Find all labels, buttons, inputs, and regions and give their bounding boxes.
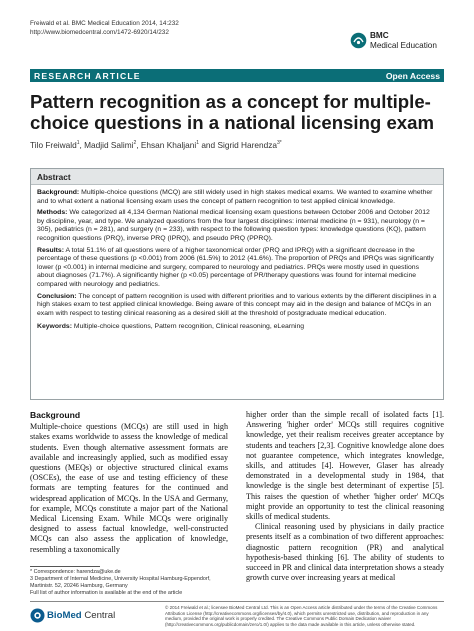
section-label: Background: [37, 189, 80, 196]
affiliation-marker: 3* [276, 140, 282, 147]
abstract-background [37, 189, 437, 206]
affiliation-marker: 1 [76, 140, 80, 147]
keywords [37, 323, 437, 332]
abstract-box [30, 168, 444, 400]
body-paragraph: higher order than the simple recall of isolated facts [1]. Answering 'higher order' MCQs still requires cognitive knowledge, yet their realism receives greater acceptance by students and teachers [2,3]. Cognitive knowledge alone does not guarantee competence, which integrates knowledge, skills, and attitudes [4]. However, Glaser has already demonstrated in a developmental study in 1984, that knowledge is the single best determinant of expertise [5]. This raises the question of whether 'higher order' MCQs might provide an opportunity to test the clinical reasoning skills of medical students. [246, 410, 444, 522]
biomed-central-logo-icon [30, 608, 45, 623]
bmc-logo-icon [350, 32, 367, 49]
publisher-name-sub: Central [81, 610, 116, 621]
body-paragraph: Multiple-choice questions (MCQs) are still used in high stakes exams worldwide to assess the knowledge of medical students. Even though alternative assessment formats are available and increasingly applied, such as modified essay questions (MEQs) or objective structured clinical exams (OSCEs), the ease of use and testing efficiency of these formats are tempting features for the continued and widespread application of MCQs. In the USA and Germany, for example, MCQs constitute a major part of the National Medical Licensing Exam. While MCQs were originally designed to assess factual knowledge, well-constructed MCQs can also assess the application of knowledge, resembling a taxonomically [30, 422, 228, 554]
section-label: Conclusion: [37, 292, 77, 300]
section-text: We categorized all 4,134 German National medical licensing exam questions between October 2006 and October 2012 by discipline, year, and type. We analyzed questions from the four largest disciplines: internal medicine (n = 931), neurology (n = 305), pediatrics (n = 281), and surgery (n = 233), with respect to the following question types: knowledge questions (KQ), pattern recognition questions (PRQ), inverse PRQ (IPRQ), and pseudo PRQ (PPRQ). [37, 209, 430, 242]
journal-logo-line1: BMC [370, 31, 389, 40]
article-banner [30, 69, 444, 82]
journal-logo-line2: Medical Education [370, 41, 437, 50]
author-name[interactable]: Sigrid Harendza [217, 140, 277, 150]
author-separator: , [79, 140, 85, 150]
affiliation-note: Martinistr. 52, 20246 Hamburg, Germany [30, 583, 128, 589]
affiliation-note: 3 Department of Internal Medicine, University Hospital Hamburg-Eppendorf, [30, 576, 211, 582]
section-label: Results: [37, 246, 65, 254]
publisher-name-main: BioMed [47, 610, 82, 621]
citation-header [30, 20, 179, 37]
body-paragraph: Clinical reasoning used by physicians in daily practice presents itself as a combination of two different approaches: diagnostic pattern recognition (PR) and analytical hypothesis-based thinking [6]. The ability of students to succeed in PR and clinical data interpretation shows a steady growth curve over increasing years at medical [246, 522, 444, 583]
author-name[interactable]: Ehsan Khaljani [140, 140, 197, 150]
keywords-text: Multiple-choice questions, Pattern recognition, Clinical reasoning, eLearning [72, 323, 305, 331]
section-label: Methods: [37, 209, 68, 217]
journal-logo[interactable] [350, 28, 446, 60]
affiliation-marker: 2 [133, 140, 137, 147]
author-list [30, 140, 282, 150]
section-text: A total 51.1% of all questions were of a higher taxonomical order (PRQ and IPRQ) with a significant decrease in the percentage of these questions (p <0.001) from 2006 (61.5%) to 2012 (41.6%). The proportion of PRQs and IPRQs was significantly lower (p <0.001) in internal medicine and surgery, compared to neurology and pediatrics. PRQs were mostly used in questions about diagnoses (71.7%). A significantly higher (p <0.05) percentage of PR/therapy questions was found for internal medicine compared with neurology and pediatrics. [37, 246, 434, 288]
author-name[interactable]: Madjid Salimi [84, 140, 134, 150]
author-info-note: Full list of author information is available at the end of the article [30, 590, 183, 596]
article-title: Pattern recognition as a concept for multiple-choice questions in a national licensing exam [30, 91, 435, 133]
section-text: The concept of pattern recognition is used with different priorities and to various extents by the different disciplines in a high stakes exam to test applied clinical knowledge. Being aware of this concept may aid in the design and balance of MCQs in an exam with respect to testing clinical reasoning as a desired skill at the threshold of postgraduate medical education. [37, 292, 437, 317]
section-text: Multiple-choice questions (MCQ) are still widely used in high stakes medical exams. We wanted to examine whether and to what extent a national licensing exam uses the concept of pattern recognition to test applied clinical knowledge. [37, 189, 433, 205]
body-column-right [246, 410, 444, 583]
footer-divider [30, 601, 444, 602]
keywords-label: Keywords: [37, 323, 72, 331]
citation-line: Freiwald et al. BMC Medical Education 2014, 14:232 [30, 20, 179, 27]
license-text: © 2014 Freiwald et al.; licensee BioMed Central Ltd. This is an Open Access article distributed under the terms of the Creative Commons Attribution License (http://creativecommons.org/licenses/by/4.0), which permits unrestricted use, distribution, and reproduction in any medium, provided the original work is properly credited. The Creative Commons Public Domain Dedication waiver (http://creativecommons.org/publicdomain/zero/1.0/) applies to the data made available in this article, unless otherwise stated. [165, 605, 438, 627]
author-name[interactable]: Tilo Freiwald [30, 140, 77, 150]
abstract-heading: Abstract [31, 169, 443, 185]
article-type-label: RESEARCH ARTICLE [34, 71, 141, 81]
publisher-logo[interactable] [30, 608, 160, 624]
abstract-conclusion [37, 293, 437, 319]
correspondence-note[interactable]: * Correspondence: harendza@uke.de [30, 569, 121, 575]
open-access-label: Open Access [385, 71, 440, 81]
citation-url[interactable]: http://www.biomedcentral.com/1472-6920/14/232 [30, 28, 169, 36]
footnote-divider [30, 566, 100, 567]
footnotes [30, 569, 228, 597]
abstract-results [37, 247, 437, 290]
body-column-left [30, 410, 228, 555]
affiliation-marker: 1 [196, 140, 200, 147]
section-heading: Background [30, 410, 81, 420]
author-separator: , [136, 140, 141, 150]
author-separator: and [199, 140, 218, 150]
publisher-name [47, 610, 115, 621]
abstract-methods [37, 209, 437, 243]
